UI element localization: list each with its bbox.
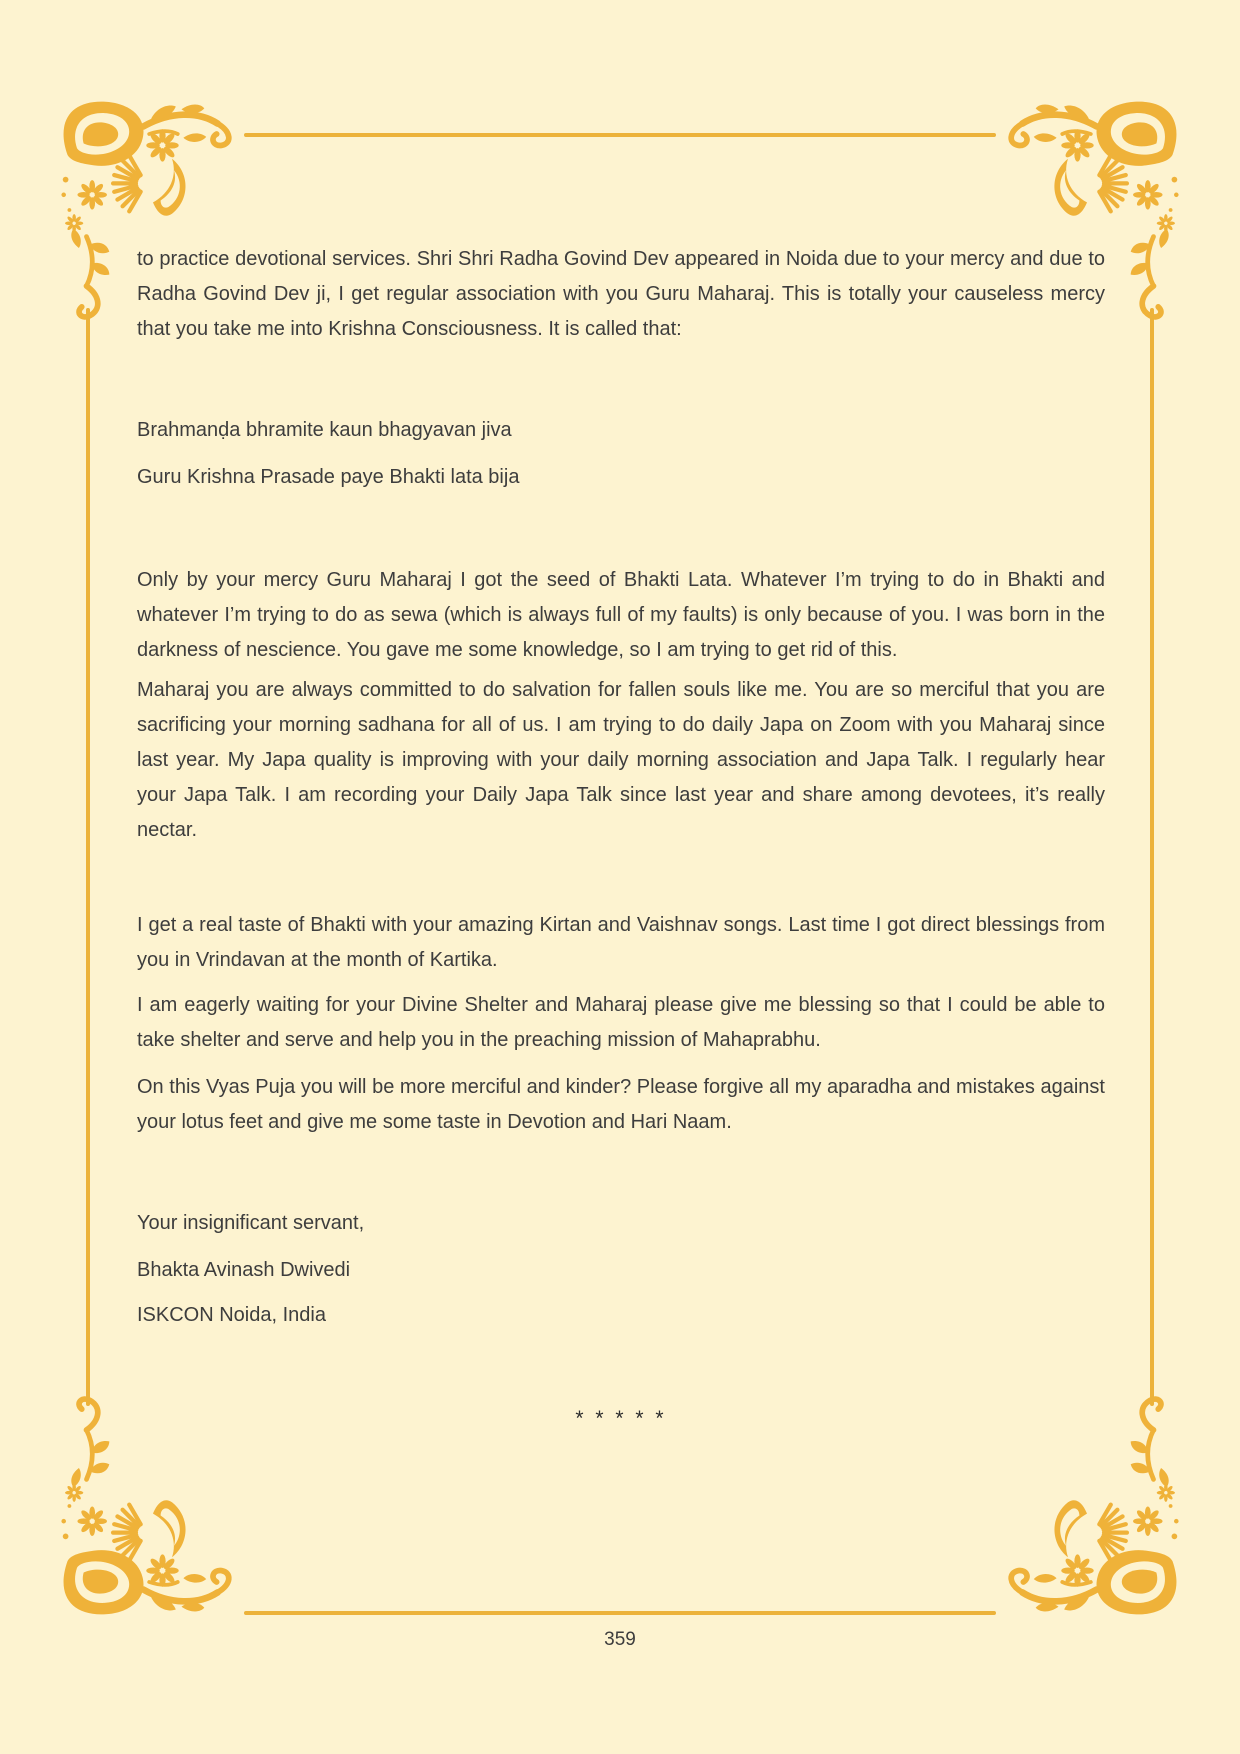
letter-paragraph: to practice devotional services. Shri Shri Radha Govind Dev appeared in Noida due to your mercy and due to Radha Govind Dev ji, I get regular association with you Guru Maharaj. This is totally your causeless mercy that you take me into Krishna Consciousness. It is called that: [137, 248, 1105, 340]
signature-location: ISKCON Noida, India [137, 1304, 326, 1326]
verse-line: Brahmanḍa bhramite kaun bhagyavan jiva [137, 419, 512, 441]
letter-paragraph: Only by your mercy Guru Maharaj I got the seed of Bhakti Lata. Whatever I’m trying to do in Bhakti and whatever I’m trying to do as sewa (which is always full of my faults) is only because of you. I was born in the darkness of nescience. You gave me some knowledge, so I am trying to get rid of this. [137, 569, 1105, 661]
letter-paragraph: I get a real taste of Bhakti with your amazing Kirtan and Vaishnav songs. Last time I got direct blessings from you in Vrindavan at the month of Kartika. [137, 914, 1105, 971]
signature-name: Bhakta Avinash Dwivedi [137, 1259, 351, 1281]
letter-body [137, 0, 1105, 1436]
letter-paragraph: On this Vyas Puja you will be more merciful and kinder? Please forgive all my aparadha and mistakes against your lotus feet and give me some taste in Devotion and Hari Naam. [137, 1076, 1105, 1133]
section-separator: * * * * * [575, 1407, 667, 1430]
verse-line: Guru Krishna Prasade paye Bhakti lata bija [137, 466, 520, 488]
border-line-left [86, 308, 90, 1406]
letter-paragraph: I am eagerly waiting for your Divine Shelter and Maharaj please give me blessing so that I could be able to take shelter and serve and help you in the preaching mission of Mahaprabhu. [137, 994, 1105, 1051]
border-line-right [1150, 308, 1154, 1406]
signature-closing: Your insignificant servant, [137, 1212, 365, 1234]
letter-paragraph: Maharaj you are always committed to do salvation for fallen souls like me. You are so merciful that you are sacrificing your morning sadhana for all of us. I am trying to do daily Japa on Zoom with you Maharaj since last year. My Japa quality is improving with your daily morning association and Japa Talk. I regularly hear your Japa Talk. I am recording your Daily Japa Talk since last year and share among devotees, it’s really nectar. [137, 679, 1105, 841]
border-line-bottom [244, 1611, 996, 1615]
page-number: 359 [604, 1629, 636, 1650]
